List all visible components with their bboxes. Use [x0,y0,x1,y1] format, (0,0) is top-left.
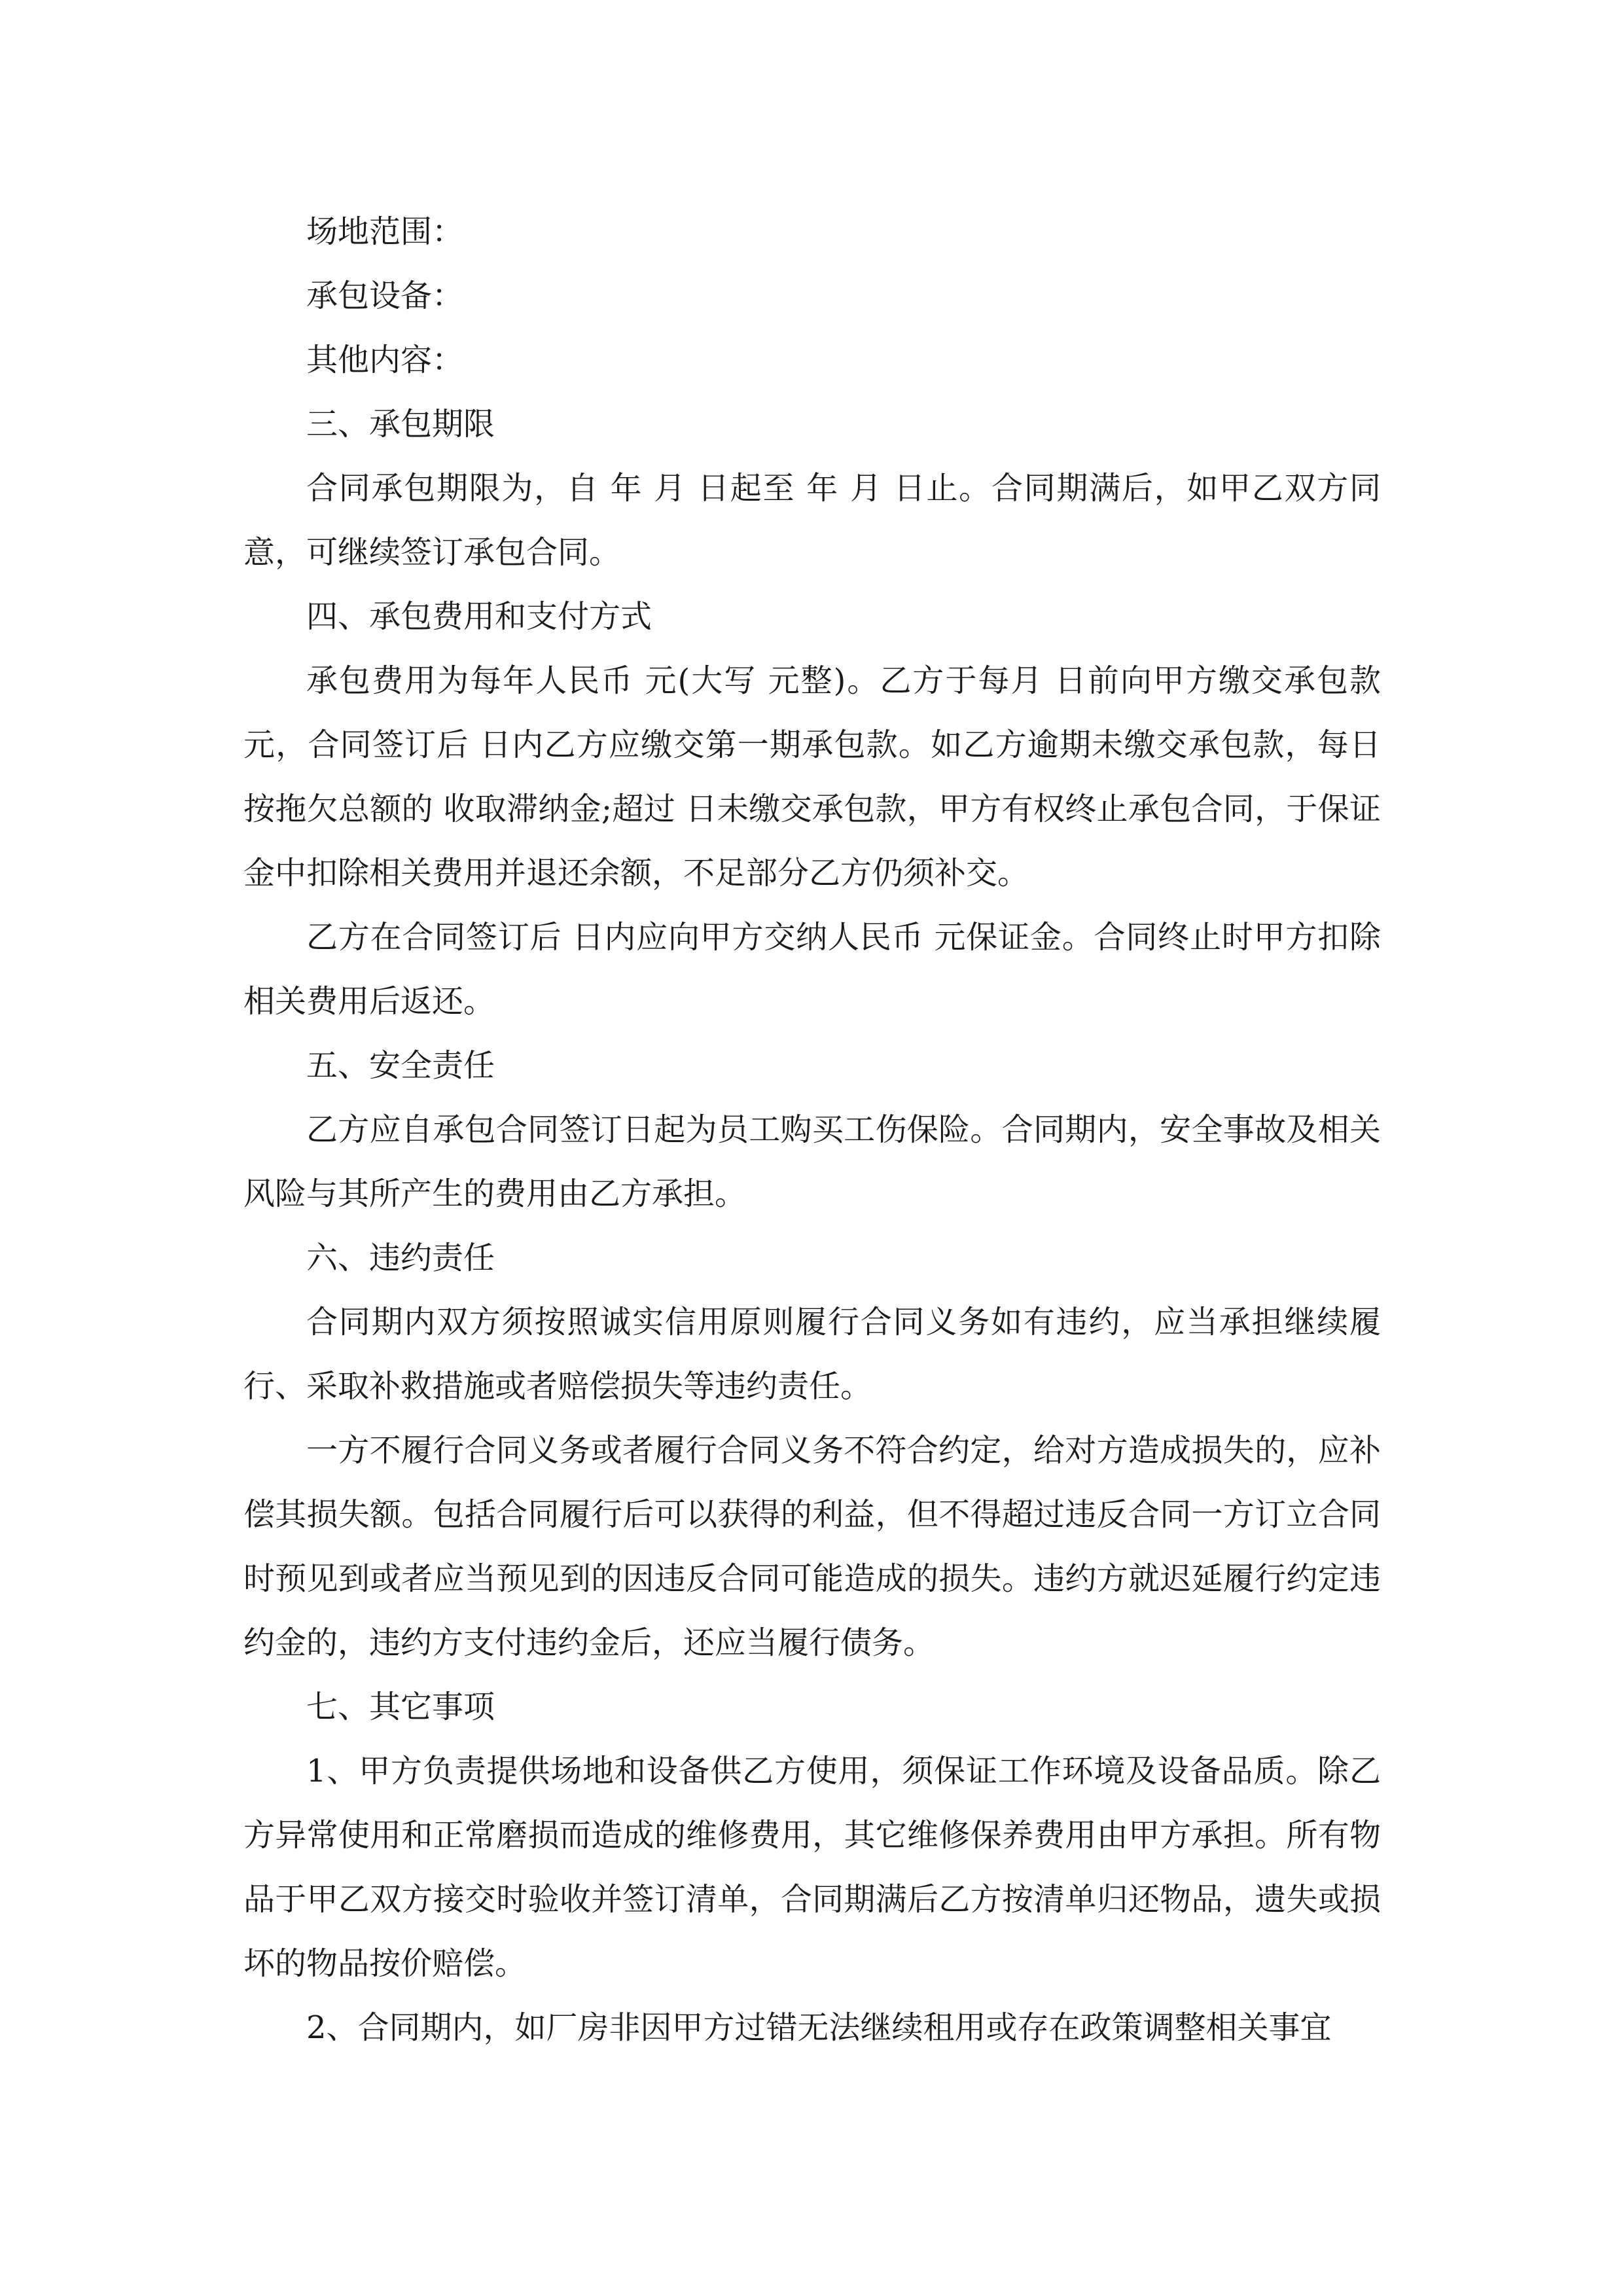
section-heading-safety: 五、安全责任 [306,1047,495,1084]
field-other-content: 其他内容： [306,342,464,378]
paragraph-deposit: 乙方在合同签订后 日内应向甲方交纳人民币 元保证金。合同终止时甲方扣除相关费用后返还。 [243,919,1381,1020]
paragraph-breach-1: 合同期内双方须按照诚实信用原则履行合同义务如有违约，应当承担继续履行、采取补救措施或者赔偿损失等违约责任。 [243,1304,1381,1405]
section-heading-other: 七、其它事项 [306,1689,495,1725]
paragraph-safety: 乙方应自承包合同签订日起为员工购买工伤保险。合同期内，安全事故及相关风险与其所产生的费用由乙方承担。 [243,1111,1381,1212]
section-heading-fees: 四、承包费用和支付方式 [306,598,652,635]
paragraph-term: 合同承包期限为，自 年 月 日起至 年 月 日止。合同期满后，如甲乙双方同意，可继续签订承包合同。 [243,470,1381,571]
paragraph-breach-2: 一方不履行合同义务或者履行合同义务不符合约定，给对方造成损失的，应补偿其损失额。包括合同履行后可以获得的利益，但不得超过违反合同一方订立合同时预见到或者应当预见到的因违反合同可能造成的损失。违约方就迟延履行约定违约金的，违约方支付违约金后，还应当履行债务。 [243,1432,1381,1661]
document-body [243,200,1381,2060]
section-heading-breach: 六、违约责任 [306,1240,495,1276]
paragraph-other-2: 2、合同期内，如厂房非因甲方过错无法继续租用或存在政策调整相关事宜 [306,2009,1332,2046]
paragraph-fees: 承包费用为每年人民币 元(大写 元整)。乙方于每月 日前向甲方缴交承包款 元，合同签订后 日内乙方应缴交第一期承包款。如乙方逾期未缴交承包款，每日按拖欠总额的 收取滞纳金;超过 日未缴交承包款，甲方有权终止承包合同，于保证金中扣除相关费用并退还余额，不足部分乙方仍须补交。 [243,662,1381,891]
field-venue-scope: 场地范围： [306,213,464,250]
section-heading-term: 三、承包期限 [306,406,495,442]
field-contracted-equipment: 承包设备： [306,278,464,314]
paragraph-other-1: 1、甲方负责提供场地和设备供乙方使用，须保证工作环境及设备品质。除乙方异常使用和正常磨损而造成的维修费用，其它维修保养费用由甲方承担。所有物品于甲乙双方接交时验收并签订清单，合同期满后乙方按清单归还物品，遗失或损坏的物品按价赔偿。 [243,1753,1381,1982]
